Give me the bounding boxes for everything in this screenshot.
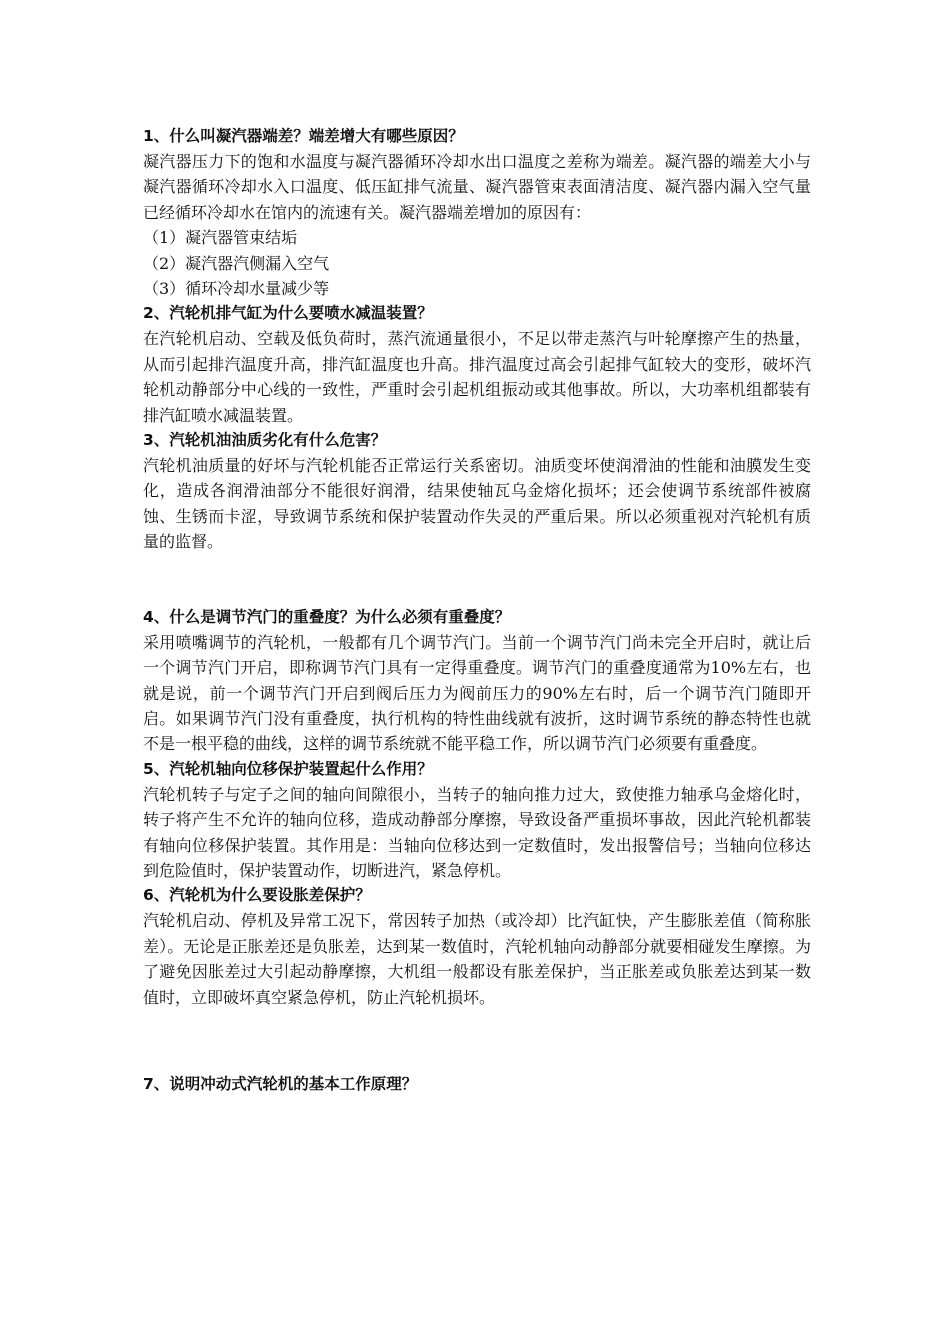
section-1 bbox=[143, 124, 811, 301]
answer-paragraph: 汽轮机启动、停机及异常工况下，常因转子加热（或冷却）比汽缸快，产生膨胀差值（简称胀差）。无论是正胀差还是负胀差，达到某一数值时，汽轮机轴向动静部分就要相碰发生摩擦。为了避免因胀差过大引起动静摩擦，大机组一般都设有胀差保护，当正胀差或负胀差达到某一数值时，立即破坏真空紧急停机，防止汽轮机损坏。 bbox=[143, 911, 811, 1007]
question-title: 6、汽轮机为什么要设胀差保护？ bbox=[143, 886, 371, 905]
answer-paragraph: 采用喷嘴调节的汽轮机，一般都有几个调节汽门。当前一个调节汽门尚未完全开启时，就让后一个调节汽门开启，即称调节汽门具有一定得重叠度。调节汽门的重叠度通常为10%左右，也就是说，前一个调节汽门开启到阀后压力为阀前压力的90%左右时，后一个调节汽门随即开启。如果调节汽门没有重叠度，执行机构的特性曲线就有波折，这时调节系统的静态特性也就不是一根平稳的曲线，这样的调节系统就不能平稳工作，所以调节汽门必须要有重叠度。 bbox=[143, 632, 811, 754]
question-title: 2、汽轮机排气缸为什么要喷水减温装置？ bbox=[143, 304, 433, 323]
blank-gap bbox=[143, 555, 811, 605]
answer-paragraph: 汽轮机油质量的好坏与汽轮机能否正常运行关系密切。油质变坏使润滑油的性能和油膜发生变化，造成各润滑油部分不能很好润滑，结果使轴瓦乌金熔化损坏；还会使调节系统部件被腐蚀、生锈而卡涩，导致调节系统和保护装置动作失灵的严重后果。所以必须重视对汽轮机有质量的监督。 bbox=[143, 456, 811, 552]
document-page bbox=[143, 124, 811, 1097]
question-title: 4、什么是调节汽门的重叠度？为什么必须有重叠度？ bbox=[143, 607, 511, 626]
section-3 bbox=[143, 428, 811, 555]
list-item: （1）凝汽器管束结垢 bbox=[143, 228, 298, 248]
section-4 bbox=[143, 605, 811, 757]
section-2 bbox=[143, 301, 811, 428]
list-item: （3）循环冷却水量减少等 bbox=[143, 279, 330, 299]
question-title: 1、什么叫凝汽器端差？端差增大有哪些原因？ bbox=[143, 127, 464, 145]
answer-paragraph: 汽轮机转子与定子之间的轴向间隙很小，当转子的轴向推力过大，致使推力轴承乌金熔化时，转子将产生不允许的轴向位移，造成动静部分摩擦，导致设备严重损坏事故，因此汽轮机都装有轴向位移保护装置。其作用是：当轴向位移达到一定数值时，发出报警信号；当轴向位移达到危险值时，保护装置动作，切断进汽，紧急停机。 bbox=[143, 784, 811, 880]
answer-paragraph: 凝汽器压力下的饱和水温度与凝汽器循环冷却水出口温度之差称为端差。凝汽器的端差大小与凝汽器循环冷却水入口温度、低压缸排气流量、凝汽器管束表面清洁度、凝汽器内漏入空气量已经循环冷却水在馆内的流速有关。凝汽器端差增加的原因有： bbox=[143, 152, 811, 222]
section-7 bbox=[143, 1072, 811, 1097]
question-title: 3、汽轮机油油质劣化有什么危害？ bbox=[143, 431, 387, 450]
answer-paragraph: 在汽轮机启动、空载及低负荷时，蒸汽流通量很小，不足以带走蒸汽与叶轮摩擦产生的热量，从而引起排汽温度升高，排汽缸温度也升高。排汽温度过高会引起排气缸较大的变形，破坏汽轮机动静部分中心线的一致性，严重时会引起机组振动或其他事故。所以，大功率机组都装有排汽缸喷水减温装置。 bbox=[143, 329, 811, 425]
list-item: （2）凝汽器汽侧漏入空气 bbox=[143, 253, 330, 273]
section-5 bbox=[143, 757, 811, 884]
question-title: 7、说明冲动式汽轮机的基本工作原理？ bbox=[143, 1074, 418, 1093]
blank-gap bbox=[143, 1010, 811, 1072]
section-6 bbox=[143, 883, 811, 1010]
question-title: 5、汽轮机轴向位移保护装置起什么作用？ bbox=[143, 759, 433, 778]
